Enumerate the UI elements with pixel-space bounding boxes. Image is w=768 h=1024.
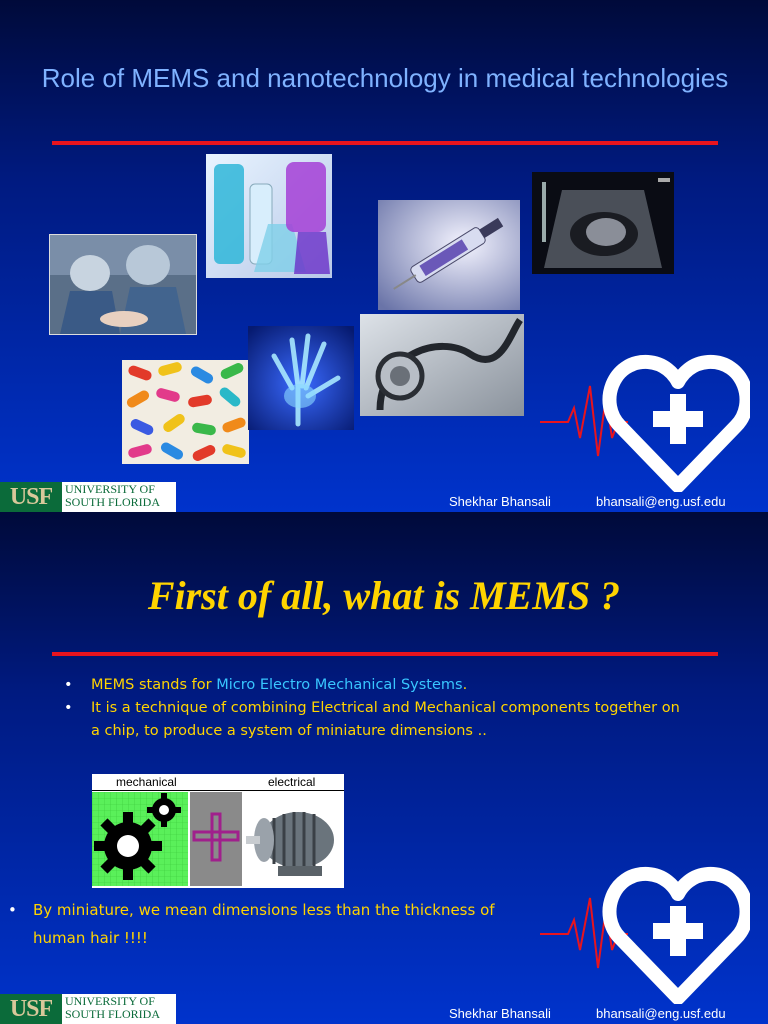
usf-logo bbox=[0, 994, 176, 1024]
slide-title: Role of MEMS and nanotechnology in medical technologies bbox=[41, 63, 729, 93]
footer-email: bhansali@eng.usf.edu bbox=[596, 494, 726, 509]
usf-logo-line1: UNIVERSITY OF bbox=[65, 994, 155, 1008]
highlight-text: Micro Electro Mechanical Systems bbox=[216, 677, 463, 693]
photo-laboratory-glassware bbox=[206, 154, 332, 278]
photo-surgeons bbox=[49, 234, 197, 335]
usf-logo-mark: USF bbox=[0, 994, 62, 1024]
photo-syringe bbox=[378, 200, 520, 310]
footer-author: Shekhar Bhansali bbox=[449, 1006, 551, 1021]
slide-2 bbox=[0, 512, 768, 1024]
bullet-list bbox=[64, 674, 684, 743]
heart-cross-icon bbox=[538, 864, 750, 1004]
footer-email: bhansali@eng.usf.edu bbox=[596, 1006, 726, 1021]
title-rule bbox=[52, 652, 718, 656]
photo-stethoscope bbox=[360, 314, 524, 416]
usf-logo-line2: SOUTH FLORIDA bbox=[65, 495, 161, 509]
label-mechanical: mechanical bbox=[116, 775, 177, 789]
heart-cross-icon bbox=[538, 352, 750, 492]
electric-motor-icon bbox=[244, 792, 344, 886]
photo-hand-xray bbox=[248, 326, 354, 430]
label-electrical: electrical bbox=[268, 775, 316, 789]
photo-ultrasound-scan bbox=[532, 172, 674, 274]
bullet-item: • By miniature, we mean dimensions less than the thickness of human hair !!!! bbox=[8, 896, 503, 952]
footer-author: Shekhar Bhansali bbox=[449, 494, 551, 509]
gears-icon bbox=[92, 792, 188, 886]
mems-diagram bbox=[92, 774, 344, 888]
usf-logo-line2: SOUTH FLORIDA bbox=[65, 1007, 161, 1021]
usf-logo bbox=[0, 482, 176, 512]
plus-icon bbox=[190, 792, 242, 886]
photo-pills bbox=[122, 360, 249, 464]
bullet-item: • MEMS stands for Micro Electro Mechanical Systems. bbox=[64, 674, 684, 697]
usf-logo-mark: USF bbox=[0, 482, 62, 512]
usf-logo-line1: UNIVERSITY OF bbox=[65, 482, 155, 496]
title-rule bbox=[52, 141, 718, 145]
bullet-item: • It is a technique of combining Electrical and Mechanical components together on a chip, to produce a system of miniature dimensions .. bbox=[64, 697, 684, 743]
slide-title: First of all, what is MEMS ? bbox=[147, 573, 621, 618]
